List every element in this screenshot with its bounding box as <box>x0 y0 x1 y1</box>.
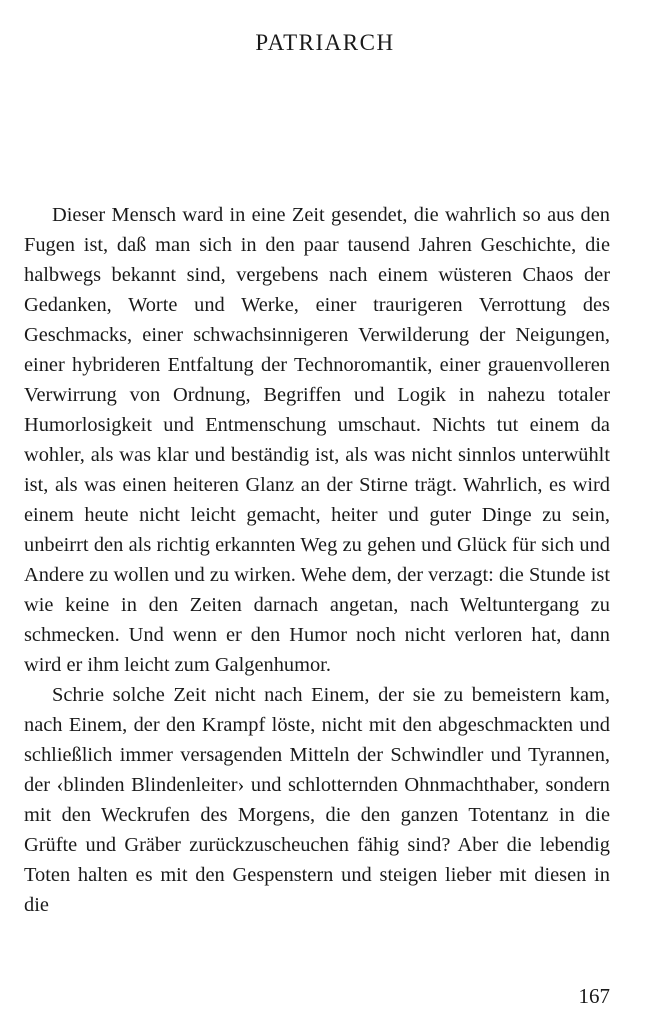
paragraph-1: Dieser Mensch ward in eine Zeit gesendet, die wahrlich so aus den Fugen ist, daß man sich in den paar tausend Jahren Geschichte, die halbwegs bekannt sind, vergebens nach einem wüsteren Chaos der Gedanken, Worte und Werke, einer traurigeren Verrottung des Geschmacks, einer schwachsinnigeren Verwilderung der Neigungen, einer hybrideren Entfaltung der Technoromantik, einer grauenvolleren Verwirrung von Ordnung, Begriffen und Logik in nahezu totaler Humorlosigkeit und Entmenschung umschaut. Nichts tut einem da wohler, als was klar und beständig ist, als was nicht sinnlos unterwühlt ist, als was einen heiteren Glanz an der Stirne trägt. Wahrlich, es wird einem heute nicht leicht gemacht, heiter und guter Dinge zu sein, unbeirrt den als richtig erkannten Weg zu gehen und Glück für sich und Andere zu wollen und zu wirken. Wehe dem, der verzagt: die Stunde ist wie keine in den Zeiten darnach angetan, nach Weltuntergang zu schmecken. Und wenn er den Humor noch nicht verloren hat, dann wird er ihm leicht zum Galgenhumor. <box>24 204 610 676</box>
paragraph-2: Schrie solche Zeit nicht nach Einem, der sie zu bemeistern kam, nach Einem, der den Krampf löste, nicht mit den abgeschmackten und schließlich immer versagenden Mitteln der Schwindler und Tyrannen, der ‹blinden Blindenleiter› und schlotternden Ohnmachthaber, sondern mit den Weckrufen des Morgens, die den ganzen Totentanz in die Grüfte und Gräber zurückzuscheuchen fähig sind? Aber die lebendig Toten halten es mit den Gespenstern und steigen lieber mit diesen in die <box>24 684 610 916</box>
running-header: PATRIARCH <box>255 30 395 55</box>
page-number: 167 <box>578 984 610 1008</box>
body-text <box>24 200 610 920</box>
